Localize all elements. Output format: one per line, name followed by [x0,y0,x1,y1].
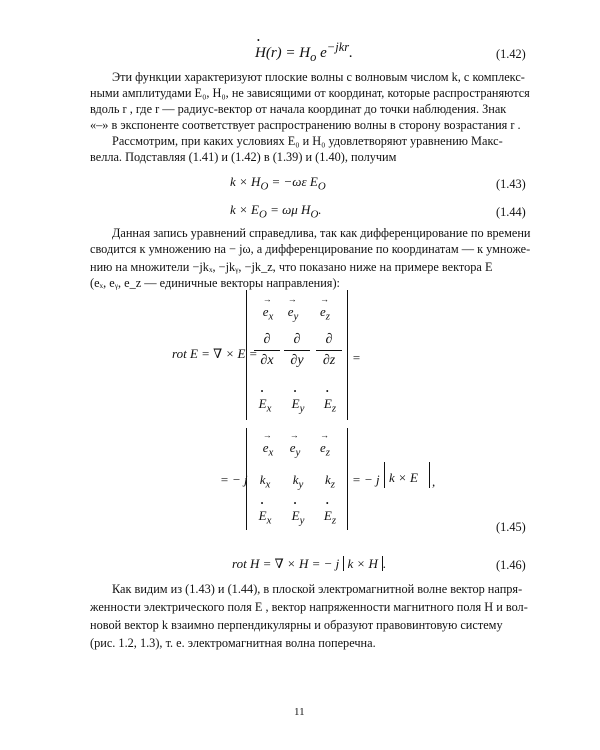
det1-ex [250,396,280,415]
det2-kz [315,472,345,491]
det1-ey-val: • E [292,396,300,412]
eq145-bracket-text: k × E [389,470,418,485]
eq146-bracket [343,556,383,571]
det2-ky [283,472,313,491]
eq146-lhs: rot H = ∇ × H = − j [232,556,340,571]
det1-e-y-sub: y [293,310,299,323]
det2-kx-val: k [259,472,266,487]
det2-e-y-val: → e [290,440,296,456]
para3-line1: Данная запись уравнений справедлива, так как дифференцирование по времени [112,226,531,240]
equation-number-1-44: (1.44) [496,205,526,219]
para2-line2: велла. Подставляя (1.41) и (1.42) в (1.39) и (1.40), получим [90,150,397,164]
det1-dy-num: ∂ [293,332,301,347]
para1-line4: «–» в экспоненте соответствует распространению волны в сторону возрастания r . [90,118,521,132]
det1-ey [283,396,313,415]
det2-ex [250,508,280,527]
det2-ey [283,508,313,527]
det2-e-y [280,440,310,459]
para4-line3: новой вектор k взаимно перпендикулярны и образуют правовинтовую систему [90,618,503,632]
det2-e-x-val: → e [263,440,269,456]
eq144-sub2: O [310,208,319,221]
det1-e-z-val: → e [320,304,326,320]
det2-e-z [310,440,340,459]
det1-e-y-val: → e [288,304,294,320]
det1-ez-sub: z [331,402,337,415]
det1-e-x-sub: x [268,310,274,323]
equation-number-1-43: (1.43) [496,177,526,191]
para3-line2: сводится к умножению на − jω, а дифференцирование по координатам — к умноже- [90,242,531,256]
eq145-comma: , [432,474,436,489]
eq144-lhs: k × E [230,202,259,217]
eq143-rhs: = −ωε E [271,174,318,189]
eq145-rhs2: = − j [352,472,380,487]
eq143-lhs: k × H [230,174,261,189]
eq146-bracket-text: k × H [347,556,378,571]
eq144-rhs: = ωμ H [270,202,311,217]
det1-dz-num: ∂ [325,332,333,347]
para3-line4: (eₓ, eᵧ, e_z — единичные векторы направления): [90,276,340,290]
det2-kx-sub: x [265,478,271,491]
eq145-bracket-content [389,470,418,486]
det1-e-x-val: → e [263,304,269,320]
det1-e-y [278,304,308,323]
det1-dy-den: ∂y [290,353,304,368]
det2-ky-val: k [292,472,299,487]
equation-1-42 [255,40,353,65]
eq142-exp: e [320,45,327,61]
det2-kz-sub: z [330,478,335,491]
para4-line2: женности электрического поля E , вектор напряженности магнитного поля H и вол- [90,600,528,614]
det2-ex-sub: x [266,514,272,527]
det2-kz-val: k [325,472,331,487]
det1-ey-sub: y [299,402,305,415]
eq142-power: −jkr [326,40,350,54]
para1-line3: вдоль r , где r — радиус-вектор от начала координат до точки наблюдения. Знак [90,102,507,116]
det2-e-z-sub: z [325,446,330,459]
det2-kx [250,472,280,491]
eq142-lhs: • H(r) = H [255,45,310,62]
para2-line1: Рассмотрим, при каких условиях E₀ и H₀ удовлетворяют уравнению Макс- [112,134,503,148]
eq143-sub: O [260,180,269,193]
equation-number-1-46: (1.46) [496,558,526,572]
para1-line1: Эти функции характеризуют плоские волны с волновым числом k, с комплекс- [112,70,525,84]
det2-e-y-sub: y [295,446,301,459]
det1-dx-den: ∂x [260,353,274,368]
equation-number-1-45: (1.45) [496,520,526,534]
det1-dz-den: ∂z [322,353,336,368]
det1-ez [315,396,345,415]
para1-line2: ными амплитудами E₀, H₀, не зависящими от координат, которые распространяются [90,86,530,100]
det1-dz [316,332,342,369]
det2-ez-val: • E [324,508,332,524]
para4-line1: Как видим из (1.43) и (1.44), в плоской электромагнитной волне вектор напря- [112,582,523,596]
equation-1-44 [230,202,322,221]
det1-dx [254,332,280,369]
det2-e-x-sub: x [268,446,274,459]
det1-dy [284,332,310,369]
equation-1-43 [230,174,326,193]
eq142-period: . [349,45,353,61]
det2-ez [315,508,345,527]
det1-dx-num: ∂ [263,332,271,347]
det1-ex-val: • E [259,396,267,412]
det2-ey-val: • E [292,508,300,524]
det1-ez-val: • E [324,396,332,412]
det2-ez-sub: z [331,514,337,527]
para3-line3: нию на множители −jkₓ, −jkᵧ, −jk_z, что показано ниже на примере вектора E [90,260,493,274]
eq145-equals: = [352,350,361,365]
equation-number-1-42: (1.42) [496,47,526,61]
eq144-sub: O [258,208,267,221]
eq142-sub: o [310,50,317,64]
det2-ex-val: • E [259,508,267,524]
det2-ey-sub: y [299,514,305,527]
page-number: 11 [294,706,305,718]
para4-line4: (рис. 1.2, 1.3), т. е. электромагнитная волна поперечна. [90,636,376,650]
det1-e-z [310,304,340,323]
det1-e-z-sub: z [325,310,330,323]
eq145-lhs: rot E = ∇ × E = [172,346,258,361]
eq146-end: . [382,556,387,571]
eq144-end: . [318,202,322,217]
det1-ex-sub: x [266,402,272,415]
det2-e-x [253,440,283,459]
eq143-sub2: O [317,180,326,193]
det2-e-z-val: → e [320,440,326,456]
eq145-lhs2: = − j [220,472,248,487]
equation-1-46 [232,556,386,572]
det2-ky-sub: y [298,478,304,491]
